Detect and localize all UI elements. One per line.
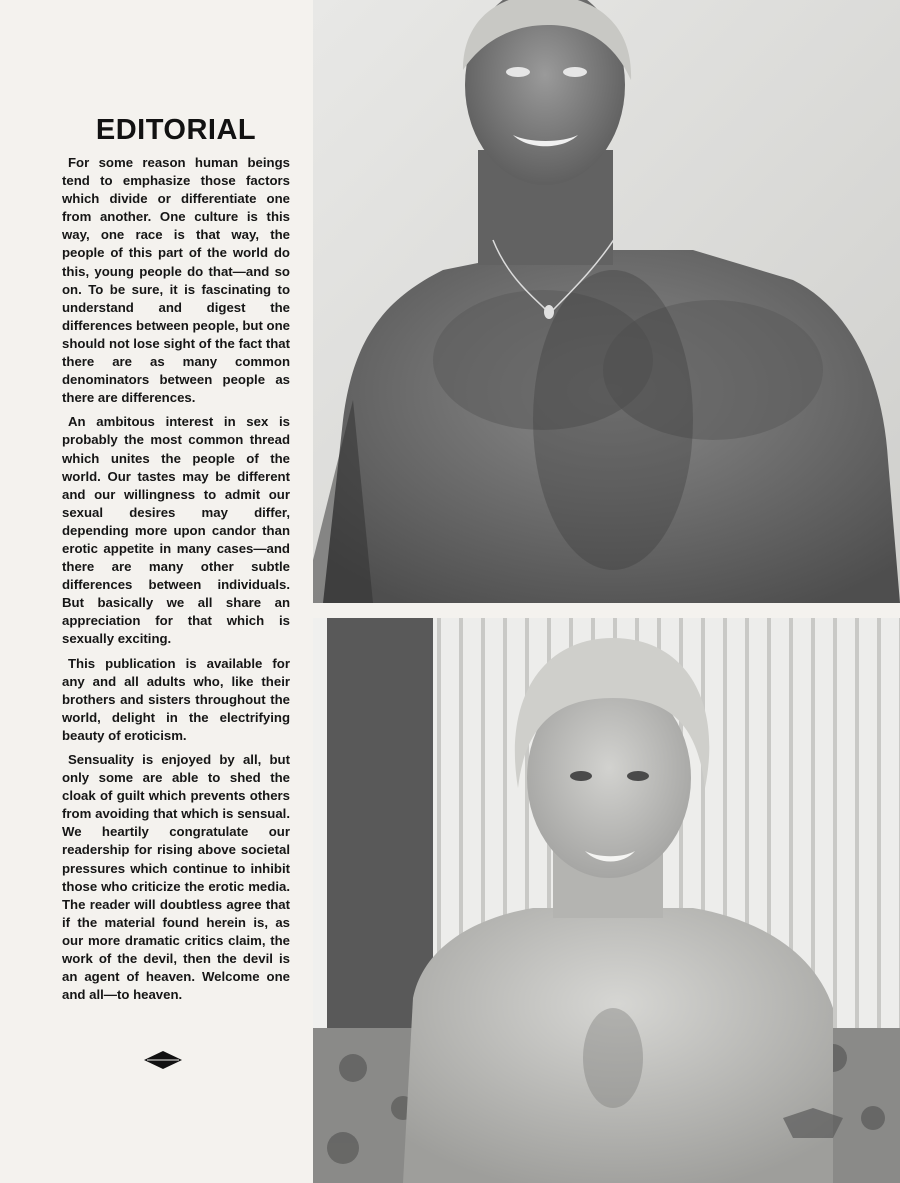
editorial-paragraph-2: An ambitous interest in sex is probably the most common thread which unites the people of the world. Our tastes may be different and our willingness to admit our sexual desires may differ, depending more upon candor than erotic appetite in many cases—and there are many other subtle differences between individuals. But basically we all share an appreciation for that which is sexually exciting. — [62, 414, 290, 647]
photo-top-image — [313, 0, 900, 603]
editorial-paragraph-1: For some reason human beings tend to emphasize those factors which divide or differentiate one from another. One culture is this way, one race is that way, the people of this part of the world do this, young people do that—and so on. To be sure, it is fascinating to understand and digest the differences between people, but one should not lose sight of the fact that there are as many common denominators between people as there are differences. — [62, 155, 290, 406]
photo-bottom-image — [313, 618, 900, 1183]
editorial-paragraph-3: This publication is available for any and all adults who, like their brothers and sisters throughout the world, delight in the electrifying beauty of eroticism. — [62, 655, 290, 743]
editorial-title: EDITORIAL — [95, 114, 257, 146]
editorial-paragraph-4: Sensuality is enjoyed by all, but only some are able to shed the cloak of guilt which prevents others from avoiding that which is sensual. We heartily congratulate our readership for rising above societal pressures which continue to inhibit those who criticize the erotic media. The reader will doubtless agree that if the material found herein is, as our more dramatic critics claim, the work of the devil, then the devil is an agent of heaven. Welcome one and all—to heaven. — [62, 752, 290, 1003]
photo-top — [313, 0, 900, 603]
end-of-article-diamond-icon — [143, 1050, 183, 1070]
editorial-column — [62, 112, 290, 1010]
photo-bottom — [313, 618, 900, 1183]
